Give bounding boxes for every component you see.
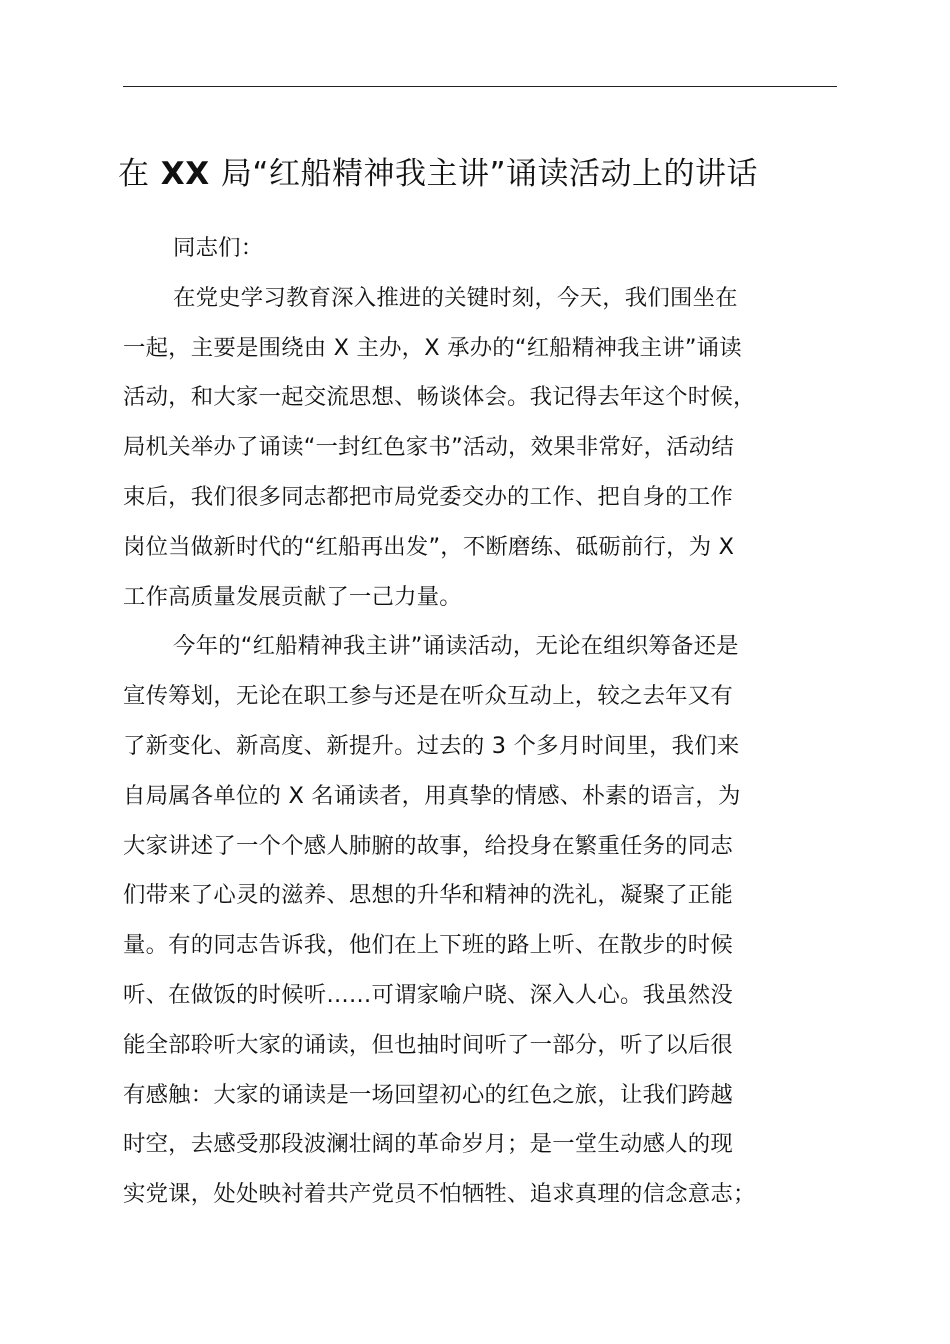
text-line: 量。有的同志告诉我，他们在上下班的路上听、在散步的时候 <box>123 932 733 959</box>
text-line: 大家讲述了一个个感人肺腑的故事，给投身在繁重任务的同志 <box>123 832 733 859</box>
document-title <box>118 148 848 200</box>
text-line: 一起，主要是围绕由 X 主办，X 承办的“红船精神我主讲”诵读 <box>123 334 742 361</box>
salutation: 同志们： <box>173 235 264 261</box>
text-line: 能全部聆听大家的诵读，但也抽时间听了一部分，听了以后很 <box>123 1031 733 1058</box>
text-line: 活动，和大家一起交流思想、畅谈体会。我记得去年这个时候， <box>123 384 756 411</box>
text-line: 束后，我们很多同志都把市局党委交办的工作、把自身的工作 <box>123 483 733 510</box>
header-rule <box>123 86 837 87</box>
text-line: 有感触：大家的诵读是一场回望初心的红色之旅，让我们跨越 <box>123 1081 733 1108</box>
text-line: 宣传筹划，无论在职工参与还是在听众互动上，较之去年又有 <box>123 683 733 710</box>
text-line: 实党课，处处映衬着共产党员不怕牺牲、追求真理的信念意志； <box>123 1181 756 1208</box>
title-rest: 局“红船精神我主讲”诵读活动上的讲话 <box>220 156 759 192</box>
text-line: 自局属各单位的 X 名诵读者，用真挚的情感、朴素的语言，为 <box>123 782 741 809</box>
text-line: 岗位当做新时代的“红船再出发”，不断磨练、砥砺前行，为 X <box>123 533 735 560</box>
title-bold-xx: XX <box>149 156 221 192</box>
text-line: 了新变化、新高度、新提升。过去的 3 个多月时间里，我们来 <box>123 732 740 759</box>
text-line: 今年的“红船精神我主讲”诵读活动，无论在组织筹备还是 <box>173 633 739 660</box>
title-prefix: 在 <box>118 156 150 192</box>
document-body <box>123 224 837 1220</box>
text-line: 局机关举办了诵读“一封红色家书”活动，效果非常好，活动结 <box>123 434 734 461</box>
text-line: 时空，去感受那段波澜壮阔的革命岁月；是一堂生动感人的现 <box>123 1131 733 1158</box>
text-line: 听、在做饭的时候听……可谓家喻户晓、深入人心。我虽然没 <box>123 981 733 1008</box>
text-line: 在党史学习教育深入推进的关键时刻，今天，我们围坐在 <box>173 284 738 311</box>
text-line: 工作高质量发展贡献了一己力量。 <box>123 583 462 610</box>
text-line: 们带来了心灵的滋养、思想的升华和精神的洗礼，凝聚了正能 <box>123 882 733 909</box>
